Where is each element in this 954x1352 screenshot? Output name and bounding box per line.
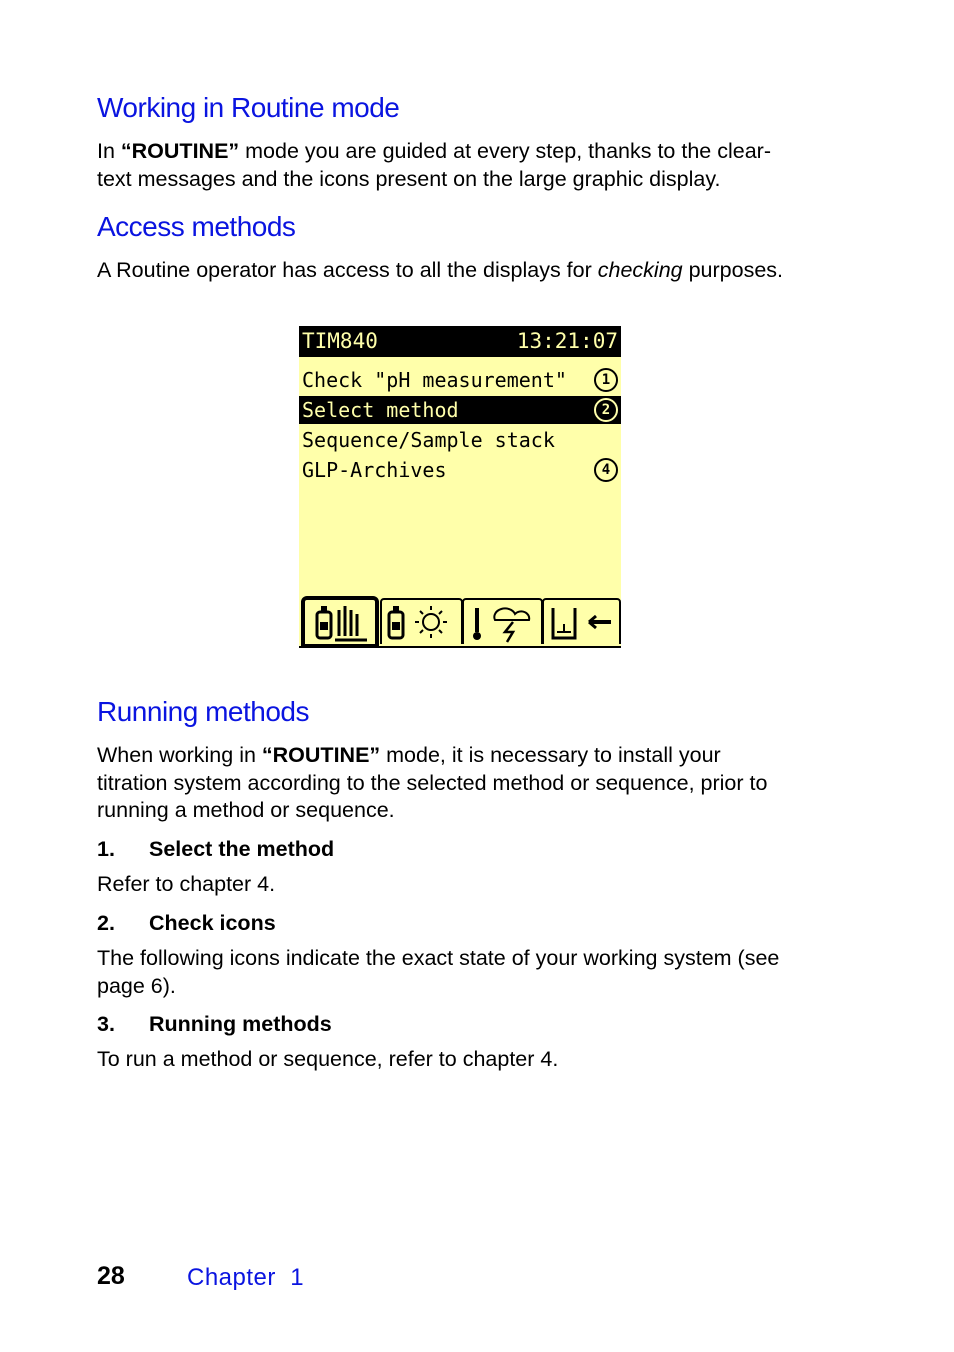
- circled-number-icon: 4: [594, 458, 618, 482]
- access-prefix: A Routine operator has access to all the displays for: [97, 258, 598, 282]
- step-3-body: To run a method or sequence, refer to chapter 4.: [97, 1047, 559, 1071]
- lcd-menu-item-select-method[interactable]: [299, 396, 621, 424]
- lcd-menu-label: Sequence/Sample stack: [302, 428, 555, 452]
- heading-access-methods: Access methods: [97, 211, 296, 242]
- step-2-line2: page 6).: [97, 973, 176, 998]
- routine-bold: “ROUTINE”: [120, 139, 240, 163]
- running-paragraph: [97, 742, 837, 825]
- running-bold: “ROUTINE”: [261, 743, 381, 767]
- step-3-heading: [97, 1012, 332, 1037]
- lcd-display: [299, 326, 621, 648]
- lcd-menu-item-sequence[interactable]: [299, 426, 621, 454]
- running-line1: mode, it is necessary to install your: [380, 743, 721, 767]
- lcd-clock: 13:21:07: [516, 329, 618, 353]
- bottle-sun-icon[interactable]: [381, 599, 462, 644]
- lcd-menu-item-glp-archives[interactable]: [299, 456, 621, 484]
- running-line2: titration system according to the selected method or sequence, prior to: [97, 770, 768, 795]
- routine-line2: text messages and the icons present on the large graphic display.: [97, 166, 721, 191]
- step-title: Running methods: [149, 1012, 332, 1036]
- routine-prefix: In: [97, 139, 121, 163]
- access-paragraph: [97, 257, 837, 285]
- step-1-heading: [97, 837, 334, 862]
- step-number: 1.: [97, 837, 115, 861]
- step-title: Select the method: [149, 837, 335, 861]
- lcd-menu-item-check-ph[interactable]: [299, 366, 621, 394]
- circled-number-icon: 1: [594, 368, 618, 392]
- step-2-heading: [97, 911, 276, 936]
- routine-line1: mode you are guided at every step, thanks to the clear-: [239, 139, 771, 163]
- page-number: 28: [97, 1262, 125, 1290]
- access-suffix: purposes.: [682, 258, 784, 282]
- step-2-body: [97, 945, 837, 1000]
- lcd-menu-label: Select method: [302, 398, 459, 422]
- step-1-body: Refer to chapter 4.: [97, 872, 276, 896]
- step-2-line1: The following icons indicate the exact state of your working system (see: [97, 946, 780, 970]
- thermometer-lightning-icon[interactable]: [463, 599, 542, 644]
- heading-running-methods: Running methods: [97, 696, 309, 727]
- lcd-toolbar: [299, 596, 621, 648]
- lcd-header: [299, 326, 621, 357]
- running-prefix: When working in: [97, 743, 262, 767]
- step-number: 3.: [97, 1012, 115, 1036]
- heading-working-routine: Working in Routine mode: [97, 92, 400, 123]
- bottle-sensors-icon[interactable]: [303, 598, 377, 646]
- lcd-menu-label: Check "pH measurement": [302, 368, 567, 392]
- step-title: Check icons: [149, 911, 276, 935]
- access-italic: checking: [597, 258, 683, 282]
- lcd-menu-label: GLP-Archives: [302, 458, 447, 482]
- chapter-label: Chapter 1: [187, 1264, 305, 1291]
- lcd-device-name: TIM840: [302, 329, 378, 353]
- routine-paragraph: [97, 138, 837, 193]
- step-number: 2.: [97, 911, 115, 935]
- circled-number-icon: 2: [594, 398, 618, 422]
- running-line3: running a method or sequence.: [97, 798, 395, 822]
- beaker-arrow-icon[interactable]: [543, 599, 620, 644]
